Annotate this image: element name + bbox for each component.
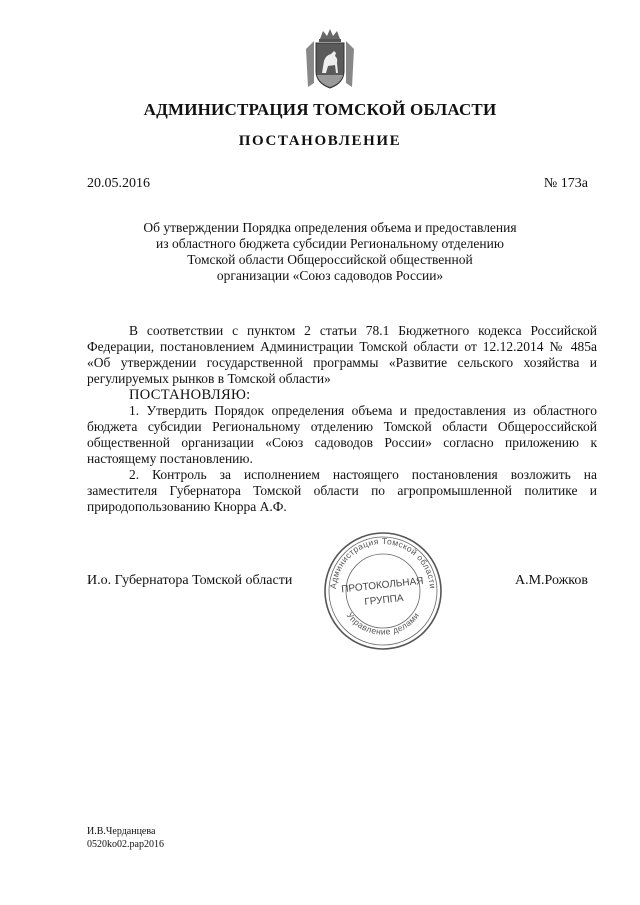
subject-line: Томской области Общероссийской общественной	[187, 252, 473, 267]
footer-file: 0520ko02.pap2016	[87, 839, 164, 850]
subject-line: Об утверждении Порядка определения объема и предоставления	[143, 220, 517, 235]
document-footer	[87, 825, 164, 851]
decree-item: 1. Утвердить Порядок определения объема и предоставления из областного бюджета субсидии Региональному отделению Томской области Общероссийской общественной организации «Союз садоводов России» согласно приложению к настоящему постановлению.	[87, 403, 597, 466]
svg-text:Управление делами	[345, 610, 422, 636]
preamble-paragraph: В соответствии с пунктом 2 статьи 78.1 Бюджетного кодекса Российской Федерации, постановлением Администрации Томской области от 12.12.2014 № 485а «Об утверждении государственной программы «Развитие сельского хозяйства и регулируемых рынков в Томской области»	[87, 323, 597, 386]
document-type: ПОСТАНОВЛЕНИЕ	[238, 133, 402, 149]
coat-of-arms-icon	[300, 27, 360, 93]
decree-word: ПОСТАНОВЛЯЮ:	[129, 387, 251, 403]
document-number: № 173а	[543, 176, 588, 191]
signatory-position: И.о. Губернатора Томской области	[87, 573, 293, 588]
subject-line: организации «Союз садоводов России»	[216, 268, 444, 283]
stamp-ring-top: Администрация Томской области	[327, 535, 438, 590]
document-subject	[120, 220, 540, 284]
document-body	[87, 323, 597, 515]
stamp-center-line2: ГРУППА	[363, 592, 405, 608]
stamp-center-line1: ПРОТОКОЛЬНАЯ	[340, 575, 425, 596]
signatory-name: А.М.Рожков	[514, 573, 588, 588]
decree-item: 2. Контроль за исполнением настоящего постановления возложить на заместителя Губернатора Томской области по агропромышленной политике и природопользованию Кнорра А.Ф.	[87, 467, 597, 514]
footer-author: И.В.Черданцева	[87, 826, 156, 837]
document-date: 20.05.2016	[87, 176, 150, 191]
stamp-ring-bottom: Управление делами	[344, 610, 422, 637]
organization-title: АДМИНИСТРАЦИЯ ТОМСКОЙ ОБЛАСТИ	[143, 100, 497, 119]
official-stamp	[322, 530, 444, 652]
subject-line: из областного бюджета субсидии Региональному отделению	[156, 236, 504, 251]
